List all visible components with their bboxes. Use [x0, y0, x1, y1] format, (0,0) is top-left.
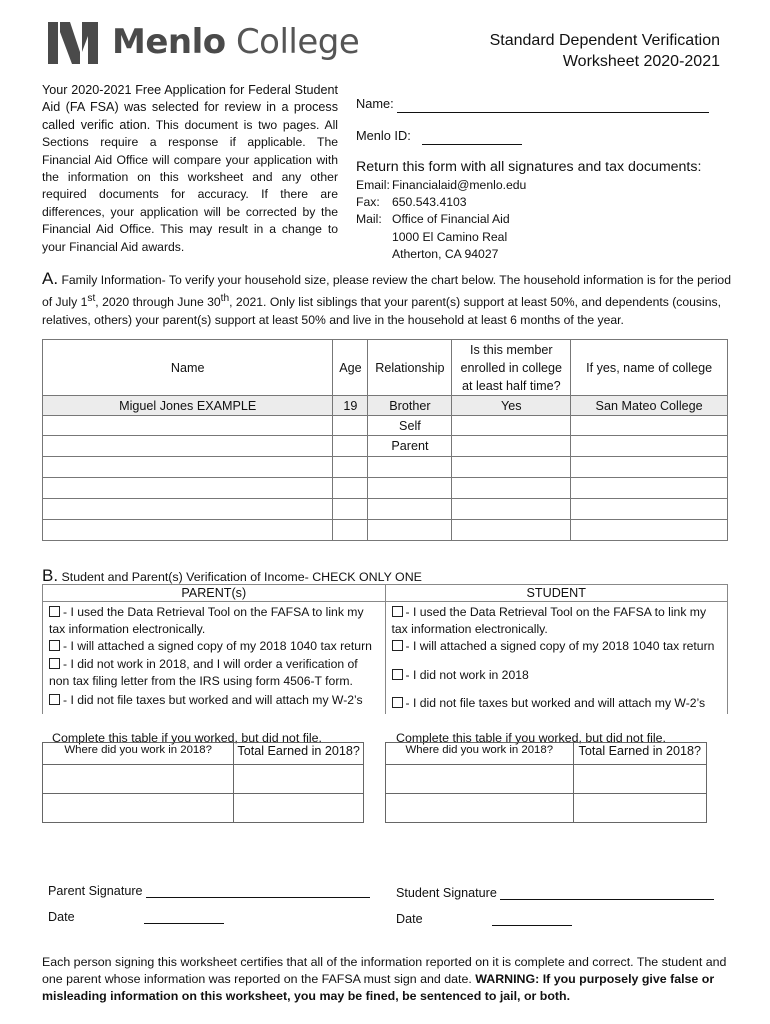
- menlo-id-field[interactable]: [422, 130, 522, 145]
- family-table: [42, 339, 728, 541]
- table-cell[interactable]: [573, 765, 706, 794]
- cell-name[interactable]: [43, 457, 333, 478]
- parent-complete-note: Complete this table if you worked, but did not file.: [52, 731, 322, 745]
- cell-college[interactable]: [571, 499, 728, 520]
- student-signature-row: [396, 886, 714, 900]
- section-a-text-2: , 2020 through June 30: [95, 294, 221, 309]
- student-option-no-work-label: - I did not work in 2018: [405, 667, 529, 682]
- parent-option-drt[interactable]: [49, 604, 379, 638]
- cell-college[interactable]: [571, 457, 728, 478]
- intro-body: This document is two pages. All Sections require a response if applicable. The Financial Aid Office will compare your application with the information on this worksheet and any other required documents for accuracy. If there are differences, your application will be corrected by the Financial Aid Office. This may result in a change to your Financial Aid awards.: [42, 117, 338, 254]
- parent-signature-field[interactable]: [146, 885, 370, 898]
- parent-date-row: [48, 910, 224, 924]
- section-b-letter: B.: [42, 566, 59, 585]
- student-complete-note: Complete this table if you worked, but did not file.: [396, 731, 666, 745]
- table-row: [43, 416, 728, 436]
- cell-relationship[interactable]: [368, 478, 452, 499]
- section-a-text-3: , 2021. Only list siblings that your parent(s) support at least 50%, and dependents (cousins, relatives, others) your parent(s) support at least 50% and live in the household at least 6 months of the year.: [42, 294, 721, 328]
- cell-age[interactable]: [333, 478, 368, 499]
- cell-age[interactable]: 19: [333, 396, 368, 416]
- student-option-1040-label: - I will attached a signed copy of my 2018 1040 tax return: [405, 639, 715, 654]
- table-row: [43, 436, 728, 457]
- section-a-letter: A.: [42, 269, 59, 288]
- student-work-col: Where did you work in 2018?: [386, 743, 574, 765]
- student-signature-label: Student Signature: [396, 886, 497, 900]
- cell-enrolled[interactable]: [452, 499, 571, 520]
- col-college: If yes, name of college: [571, 340, 728, 396]
- section-a-heading: [42, 270, 732, 330]
- wordmark-light: College: [235, 22, 360, 62]
- contact-details: [356, 177, 709, 264]
- intro-paragraph: [42, 82, 338, 256]
- cell-relationship[interactable]: Parent: [368, 436, 452, 457]
- table-cell[interactable]: [234, 765, 364, 794]
- parent-option-drt-label: - I used the Data Retrieval Tool on the FAFSA to link my tax information electronically.: [49, 605, 364, 637]
- parent-work-table: [42, 742, 364, 823]
- parent-option-1040-label: - I will attached a signed copy of my 2018 1040 tax return: [63, 639, 372, 654]
- parent-work-col: Where did you work in 2018?: [43, 743, 234, 765]
- cell-name[interactable]: [43, 416, 333, 436]
- cell-relationship[interactable]: Brother: [368, 396, 452, 416]
- table-row: [43, 478, 728, 499]
- table-row: [43, 499, 728, 520]
- cell-enrolled[interactable]: [452, 416, 571, 436]
- name-row: [356, 95, 709, 117]
- income-table: [42, 584, 728, 714]
- certification-footer: [42, 954, 732, 1005]
- name-label: Name:: [356, 96, 394, 111]
- parent-option-w2-label: - I did not file taxes but worked and will attach my W-2’s: [63, 693, 363, 708]
- student-column-header: STUDENT: [385, 585, 728, 602]
- cell-enrolled[interactable]: [452, 457, 571, 478]
- cell-enrolled[interactable]: [452, 436, 571, 457]
- page-title: [490, 30, 720, 72]
- cell-name[interactable]: [43, 478, 333, 499]
- title-line-2: Worksheet 2020-2021: [562, 53, 720, 70]
- cell-relationship[interactable]: Self: [368, 416, 452, 436]
- student-date-field[interactable]: [492, 913, 572, 926]
- table-cell[interactable]: [234, 794, 364, 823]
- student-work-table: [385, 742, 707, 823]
- mail-line-1: Office of Financial Aid: [392, 212, 510, 227]
- section-a-text-1: Family Information- To verify your household size, please review the chart below. The household information is for the period of July 1: [42, 273, 731, 309]
- table-cell[interactable]: [573, 794, 706, 823]
- student-signature-field[interactable]: [500, 887, 714, 900]
- parent-option-1040[interactable]: [49, 638, 379, 655]
- cell-college[interactable]: [571, 416, 728, 436]
- checkbox-icon[interactable]: [49, 658, 60, 669]
- checkbox-icon[interactable]: [49, 606, 60, 617]
- section-a-sup-1: st: [87, 292, 96, 304]
- checkbox-icon[interactable]: [392, 669, 403, 680]
- email-value: Financialaid@menlo.edu: [392, 177, 527, 192]
- parent-option-no-work-label: - I did not work in 2018, and I will order a verification of non tax filing letter from the IRS using form 4506-T form.: [49, 656, 358, 688]
- student-option-drt-label: - I used the Data Retrieval Tool on the FAFSA to link my tax information electronically.: [391, 605, 707, 637]
- checkbox-icon[interactable]: [49, 694, 60, 705]
- student-option-no-work[interactable]: [392, 667, 722, 684]
- section-a-sup-2: th: [220, 292, 230, 304]
- student-option-w2[interactable]: [392, 695, 722, 712]
- title-line-1: Standard Dependent Verification: [489, 32, 720, 49]
- footer-text: Each person signing this worksheet certifies that all of the information reported on it is complete and correct. The student and one parent whose information was reported on the FAFSA must sign and date.: [42, 955, 727, 986]
- col-name: Name: [43, 340, 333, 396]
- student-option-w2-label: - I did not file taxes but worked and will attach my W-2’s: [405, 695, 706, 710]
- section-b-text: Student and Parent(s) Verification of Income- CHECK ONLY ONE: [58, 570, 422, 584]
- parent-option-w2[interactable]: [49, 692, 379, 709]
- fax-label: Fax:: [356, 194, 380, 209]
- parent-date-label: Date: [48, 910, 75, 924]
- cell-enrolled[interactable]: [452, 478, 571, 499]
- parent-column-header: PARENT(s): [43, 585, 386, 602]
- student-option-drt[interactable]: [392, 604, 722, 638]
- wordmark-bold: Menlo: [112, 22, 226, 62]
- cell-relationship[interactable]: [368, 457, 452, 478]
- cell-name[interactable]: [43, 436, 333, 457]
- family-table-header: [43, 340, 728, 396]
- parent-date-field[interactable]: [144, 911, 224, 924]
- table-cell[interactable]: [43, 794, 234, 823]
- mail-line-2: 1000 El Camino Real: [392, 229, 508, 244]
- cell-age[interactable]: [333, 457, 368, 478]
- cell-name[interactable]: [43, 520, 333, 541]
- cell-college[interactable]: [571, 478, 728, 499]
- mail-label: Mail:: [356, 212, 382, 227]
- col-relationship: Relationship: [368, 340, 452, 396]
- parent-signature-label: Parent Signature: [48, 884, 143, 898]
- menlo-id-label: Menlo ID:: [356, 128, 411, 143]
- cell-relationship[interactable]: [368, 499, 452, 520]
- mail-line-3: Atherton, CA 94027: [392, 247, 499, 262]
- college-wordmark: [112, 22, 359, 62]
- checkbox-icon[interactable]: [392, 697, 403, 708]
- menlo-id-row: [356, 127, 709, 149]
- fax-value: 650.543.4103: [392, 194, 467, 209]
- student-option-1040[interactable]: [392, 638, 722, 655]
- return-heading: Return this form with all signatures and tax documents:: [356, 159, 702, 175]
- table-row: [43, 457, 728, 478]
- col-enrolled: Is this member enrolled in college at least half time?: [452, 340, 571, 396]
- checkbox-icon[interactable]: [49, 640, 60, 651]
- college-logo-icon: [48, 22, 98, 64]
- cell-enrolled[interactable]: [452, 520, 571, 541]
- checkbox-icon[interactable]: [392, 606, 403, 617]
- student-date-label: Date: [396, 912, 423, 926]
- contact-block: [356, 95, 709, 264]
- cell-name[interactable]: [43, 499, 333, 520]
- col-age: Age: [333, 340, 368, 396]
- cell-name[interactable]: Miguel Jones EXAMPLE: [43, 396, 333, 416]
- name-field[interactable]: [397, 98, 709, 113]
- table-cell[interactable]: [386, 794, 574, 823]
- parent-signature-row: [48, 884, 370, 898]
- table-row: [43, 396, 728, 416]
- parent-options: [43, 602, 386, 715]
- cell-college[interactable]: [571, 520, 728, 541]
- student-date-row: [396, 912, 572, 926]
- cell-age[interactable]: [333, 436, 368, 457]
- cell-age[interactable]: [333, 499, 368, 520]
- cell-relationship[interactable]: [368, 520, 452, 541]
- section-b-heading: [42, 566, 422, 586]
- parent-earned-col: Total Earned in 2018?: [234, 743, 364, 765]
- cell-age[interactable]: [333, 416, 368, 436]
- parent-option-no-work[interactable]: [49, 656, 379, 690]
- email-label: Email:: [356, 177, 390, 192]
- student-options: [385, 602, 728, 715]
- footer-warning: WARNING: If you purposely give false or misleading information on this worksheet, you may be fined, be sentenced to jail, or both.: [42, 972, 715, 1003]
- table-cell[interactable]: [386, 765, 574, 794]
- cell-age[interactable]: [333, 520, 368, 541]
- table-cell[interactable]: [43, 765, 234, 794]
- cell-enrolled[interactable]: Yes: [452, 396, 571, 416]
- checkbox-icon[interactable]: [392, 640, 403, 651]
- intro-lead: Your 2020-2021 Free Application for Federal Student Aid (FA FSA) was selected for review in a process called verific ation.: [42, 83, 338, 132]
- cell-college[interactable]: [571, 436, 728, 457]
- table-row: [43, 520, 728, 541]
- student-earned-col: Total Earned in 2018?: [573, 743, 706, 765]
- cell-college[interactable]: San Mateo College: [571, 396, 728, 416]
